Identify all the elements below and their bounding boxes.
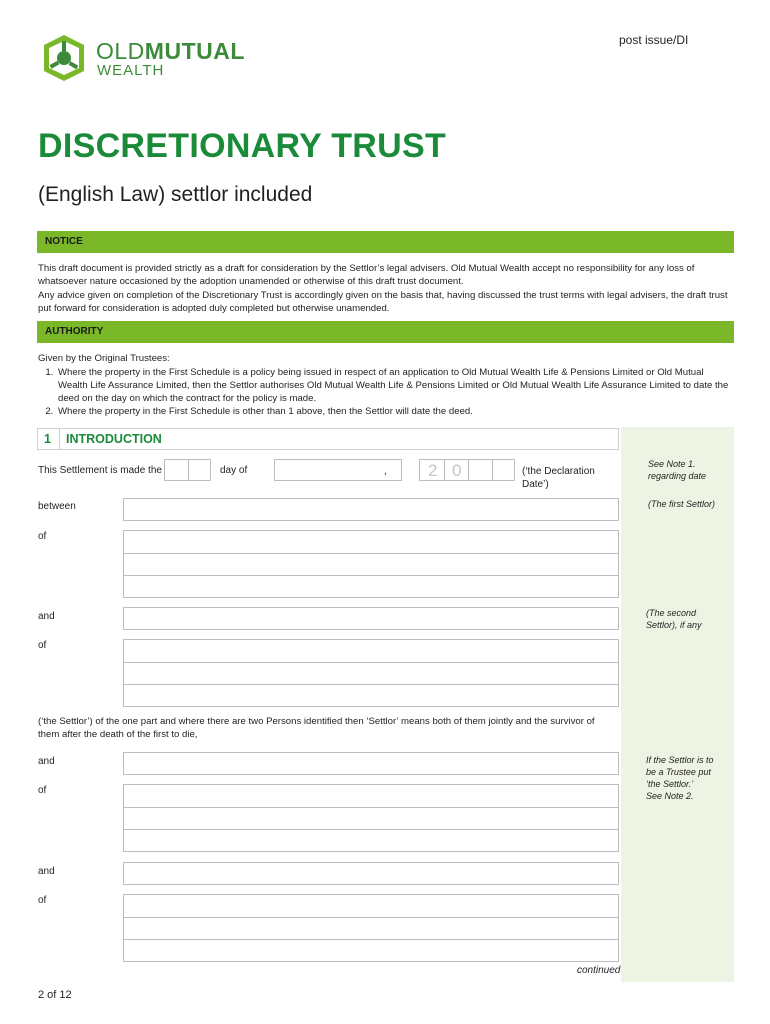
notice-paragraph-1: This draft document is provided strictly as a draft for consideration by the Settlor’s legal advisers. Old Mutual Wealth accept no responsibility for any loss of whatsoever nature occasioned by the adoption unamended or otherwise of this draft trust document.: [38, 263, 695, 287]
month-field[interactable]: [274, 459, 402, 481]
notice-paragraph-2: Any advice given on completion of the Discretionary Trust is accordingly given on the basis that, having discussed the trust terms with legal advisers, the draft trust put forward for consideration is adopted duly completed but otherwise unamended.: [38, 290, 728, 314]
and-label-3: and: [38, 866, 55, 877]
section-title: INTRODUCTION: [66, 432, 162, 446]
side-note-trustee: If the Settlor is to be a Trustee put ‘the Settlor.’: [646, 755, 714, 789]
notice-heading: NOTICE: [37, 231, 734, 253]
authority-item-2: 2. Where the property in the First Schedule is other than 1 above, then the Settlor will date the deed.: [56, 405, 734, 418]
side-note-second-settlor: (The second Settlor), if any: [646, 608, 702, 630]
side-note-first-settlor: (The first Settlor): [648, 499, 716, 509]
year-field[interactable]: [419, 459, 515, 481]
side-note-date: See Note 1. regarding date: [648, 459, 707, 481]
authority-intro: Given by the Original Trustees:: [38, 353, 170, 364]
page-number: 2 of 12: [38, 989, 72, 1001]
of-label-1: of: [38, 531, 47, 542]
settlement-made-label: This Settlement is made the: [38, 465, 162, 476]
trustee-1-address-field[interactable]: [123, 784, 619, 852]
of-label-3: of: [38, 785, 47, 796]
authority-text: [38, 352, 734, 418]
first-settlor-name-field[interactable]: [123, 498, 619, 521]
authority-heading: AUTHORITY: [37, 321, 734, 343]
logo-wordmark-wealth: WEALTH: [97, 62, 165, 79]
second-settlor-name-field[interactable]: [123, 607, 619, 630]
logo-wordmark: OLDMUTUAL: [96, 38, 245, 64]
first-settlor-address-field[interactable]: [123, 530, 619, 598]
of-label-4: of: [38, 895, 47, 906]
authority-item-1: 1. Where the property in the First Schedule is a policy being issued in respect of an application to Old Mutual Wealth Life & Pensions Limited or Old Mutual Wealth Life Assurance Limited, then the Settlor authorises Old Mutual Wealth Life & Pensions Limited or Old Mutual Wealth Life Assurance Limited to date the deed on the day on which the contract for the policy is made.: [56, 366, 734, 405]
day-of-label: day of: [220, 465, 248, 476]
declaration-date-label: (‘the Declaration Date’): [522, 466, 595, 490]
trustee-1-name-field[interactable]: [123, 752, 619, 775]
day-field[interactable]: [164, 459, 211, 481]
of-label-2: of: [38, 640, 47, 651]
post-issue-reference: post issue/DI: [619, 33, 689, 47]
trustee-2-name-field[interactable]: [123, 862, 619, 885]
year-digit-2: 0: [452, 461, 462, 480]
second-settlor-address-field[interactable]: [123, 639, 619, 707]
between-label: between: [38, 501, 76, 512]
section-number: 1: [44, 432, 51, 446]
continued-label: continued: [577, 965, 621, 976]
logo-emblem-icon: [36, 33, 92, 83]
month-comma: ,: [384, 466, 387, 477]
notice-text: [38, 262, 734, 316]
trustee-2-address-field[interactable]: [123, 894, 619, 962]
year-digit-1: 2: [428, 461, 438, 480]
page-title: DISCRETIONARY TRUST: [38, 127, 447, 165]
page-subtitle: (English Law) settlor included: [38, 183, 313, 206]
and-label-2: and: [38, 756, 55, 767]
side-note-see-note-2: See Note 2.: [646, 791, 694, 801]
notes-sidebar: [621, 427, 734, 982]
and-label-1: and: [38, 611, 55, 622]
settlor-definition-text: (‘the Settlor’) of the one part and where there are two Persons identified then ‘Settlor’ means both of them jointly and the survivor of them after the death of the first to die,: [38, 716, 595, 740]
section-divider: [59, 429, 60, 449]
